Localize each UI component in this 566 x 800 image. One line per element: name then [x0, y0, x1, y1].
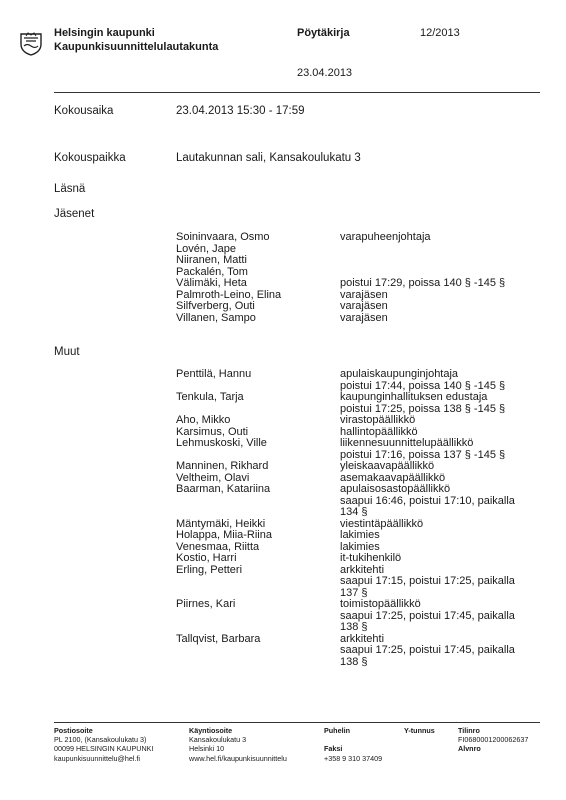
attendee-name: Manninen, Rikhard — [176, 460, 269, 472]
attendee-role: varajäsen — [340, 288, 388, 301]
attendee-name: Niiranen, Matti — [176, 254, 247, 266]
attendee-name: Baarman, Katariina — [176, 483, 271, 495]
attendee-role: saapui 17:25, poistui 17:45, paikalla — [340, 609, 515, 622]
attendee-name: Karsimus, Outi — [176, 425, 249, 438]
attendee-role: 137 § — [340, 586, 368, 599]
footer-alv-title: Alvnro — [458, 744, 481, 754]
others-label: Muut — [54, 346, 80, 358]
attendee-role: saapui 17:25, poistui 17:45, paikalla — [340, 644, 515, 656]
meeting-place-label: Kokouspaikka — [54, 152, 126, 164]
attendee-role: poistui 17:16, poissa 137 § -145 § — [340, 448, 506, 461]
footer-postal-line: kaupunkisuunnittelu@hel.fi — [54, 753, 141, 763]
attendee-name: Holappa, Miia-Riina — [176, 529, 272, 541]
attendee-role: hallintopäällikkö — [340, 425, 418, 438]
footer-ytunnus-title: Y-tunnus — [404, 726, 435, 735]
attendee-role: poistui 17:29, poissa 140 § -145 § — [340, 277, 506, 289]
footer-fax-value: +358 9 310 37409 — [324, 753, 383, 763]
attendee-role: saapui 17:15, poistui 17:25, paikalla — [340, 575, 515, 587]
footer-visit-line: www.hel.fi/kaupunkisuunnittelu — [189, 753, 287, 763]
attendee-name: Palmroth-Leino, Elina — [176, 288, 282, 301]
attendee-role: lakimies — [340, 529, 380, 541]
attendee-role: varajäsen — [340, 300, 388, 312]
attendee-role: toimistopäällikkö — [340, 598, 421, 610]
attendee-role: viestintäpäällikkö — [340, 517, 424, 530]
attendee-role: apulaisosastopäällikkö — [340, 483, 451, 495]
footer-visit — [189, 726, 287, 763]
attendee-name: Veltheim, Olavi — [176, 471, 250, 484]
meeting-time-value: 23.04.2013 15:30 - 17:59 — [176, 105, 305, 117]
doc-date: 23.04.2013 — [297, 67, 353, 79]
attendee-role: yleiskaavapäällikkö — [340, 460, 435, 472]
attendee-name: Silfverberg, Outi — [176, 300, 255, 312]
attendee-role: apulaiskaupunginjohtaja — [340, 368, 459, 380]
attendee-role: asemakaavapäällikkö — [340, 471, 446, 484]
members-label: Jäsenet — [54, 208, 95, 220]
footer-account-value: FI0680001200062637 — [458, 735, 529, 745]
footer-postal-title: Postiosoite — [54, 726, 93, 735]
attendee-role: varapuheenjohtaja — [340, 231, 431, 243]
attendee-role: arkkitehti — [340, 563, 385, 576]
footer-divider — [54, 722, 540, 723]
footer-visit-line: Kansakoulukatu 3 — [189, 735, 247, 745]
attendee-name: Venesmaa, Riitta — [176, 540, 260, 553]
footer-visit-line: Helsinki 10 — [189, 744, 225, 754]
attendee-name: Mäntymäki, Heikki — [176, 517, 266, 530]
org-name: Helsingin kaupunki — [54, 27, 155, 39]
attendee-name: Villanen, Sampo — [176, 311, 256, 324]
board-name: Kaupunkisuunnittelulautakunta — [54, 41, 219, 53]
attendee-name: Välimäki, Heta — [176, 277, 247, 289]
meeting-time-label: Kokousaika — [54, 105, 114, 117]
attendee-role: virastopäällikkö — [340, 414, 416, 426]
attendee-role: arkkitehti — [340, 632, 385, 645]
attendee-name: Penttilä, Hannu — [176, 368, 252, 380]
attendee-role: 134 § — [340, 506, 368, 518]
attendee-role: poistui 17:25, poissa 138 § -145 § — [340, 402, 506, 415]
doc-type: Pöytäkirja — [297, 27, 350, 39]
attendee-name: Piirnes, Kari — [176, 598, 236, 610]
footer-account-title: Tilinro — [458, 726, 480, 735]
footer-fax-title: Faksi — [324, 744, 343, 754]
attendee-name: Lovén, Jape — [176, 242, 236, 255]
attendee-name: Packalén, Tom — [176, 265, 248, 278]
attendee-name: Aho, Mikko — [176, 414, 231, 426]
doc-number: 12/2013 — [420, 27, 460, 39]
footer-phone — [324, 726, 382, 763]
attendee-role: 138 § — [340, 621, 368, 633]
attendee-name: Erling, Petteri — [176, 563, 243, 576]
attendee-role: saapui 16:46, poistui 17:10, paikalla — [340, 494, 515, 507]
attendee-name: Tallqvist, Barbara — [176, 632, 261, 645]
footer-postal — [54, 726, 153, 763]
attendee-name: Tenkula, Tarja — [176, 391, 244, 403]
attendee-role: poistui 17:44, poissa 140 § -145 § — [340, 379, 506, 392]
attendee-role: 138 § — [340, 655, 368, 668]
header-divider — [54, 92, 540, 93]
attendee-role: varajäsen — [340, 311, 388, 324]
attendee-role: kaupunginhallituksen edustaja — [340, 391, 488, 403]
attendee-role: liikennesuunnittelupäällikkö — [340, 437, 474, 449]
attendee-role: it-tukihenkilö — [340, 552, 402, 564]
present-label: Läsnä — [54, 183, 86, 195]
footer-account — [458, 726, 528, 754]
footer-visit-title: Käyntiosoite — [189, 726, 233, 735]
attendee-role: lakimies — [340, 540, 380, 553]
footer-ytunnus — [404, 726, 435, 735]
attendee-name: Lehmuskoski, Ville — [176, 437, 267, 449]
attendee-name: Soininvaara, Osmo — [176, 231, 270, 243]
footer-postal-line: PL 2100, (Kansakoulukatu 3) — [54, 735, 147, 745]
helsinki-crest-logo — [18, 30, 44, 56]
footer-phone-title: Puhelin — [324, 726, 350, 735]
meeting-place-value: Lautakunnan sali, Kansakoulukatu 3 — [176, 152, 361, 164]
footer-postal-line: 00099 HELSINGIN KAUPUNKI — [54, 744, 154, 754]
attendee-name: Kostio, Harri — [176, 552, 237, 564]
